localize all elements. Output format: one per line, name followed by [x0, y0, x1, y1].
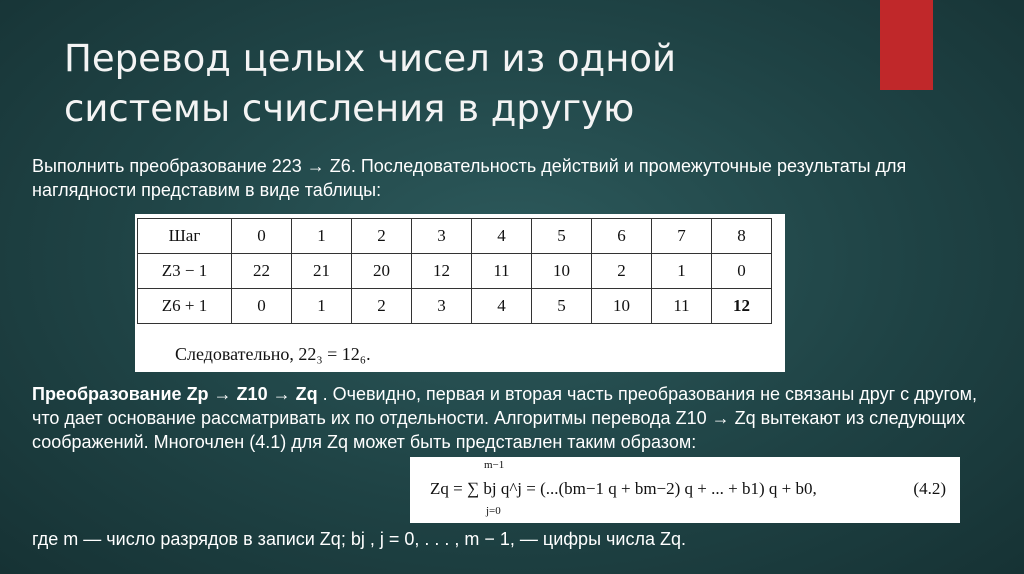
table-cell: 2	[592, 254, 652, 289]
paragraph-body: . Очевидно, первая и вторая часть преобразования не связаны друг с другом, что дает основание рассматривать их по отдельности. Алгоритмы перевода Z10 → Zq вытекают из следующих соображений. Многочлен (4.1) для Zq может быть представлен таким образом:	[32, 384, 978, 452]
conversion-table	[137, 218, 772, 324]
table-cell: 22	[232, 254, 292, 289]
conversion-table-image	[135, 214, 785, 372]
table-cell: 0	[232, 219, 292, 254]
table-cell: 10	[532, 254, 592, 289]
sum-lower-limit: j=0	[486, 505, 501, 517]
table-cell: 7	[652, 219, 712, 254]
sum-upper-limit: m−1	[484, 459, 505, 471]
intro-text: Выполнить преобразование 223 → Z6. Последовательность действий и промежуточные результаты для наглядности представим в виде таблицы:	[32, 156, 907, 200]
table-cell: 12	[712, 289, 772, 324]
table-row	[138, 219, 772, 254]
table-cell: 1	[292, 219, 352, 254]
table-cell: 10	[592, 289, 652, 324]
conclusion-text: Следовательно, 22₃ = 12₆.	[175, 344, 371, 364]
paragraph-bold-heading: Преобразование Zp → Z10 → Zq	[32, 384, 318, 404]
table-cell: 5	[532, 219, 592, 254]
accent-bar	[880, 0, 933, 90]
table-row	[138, 289, 772, 324]
table-cell: 12	[412, 254, 472, 289]
table-cell: 11	[472, 254, 532, 289]
table-cell: 11	[652, 289, 712, 324]
formula-text: Zq = ∑ bj q^j = (...(bm−1 q + bm−2) q + ... + b1) q + b0,	[430, 479, 817, 498]
table-cell: 3	[412, 289, 472, 324]
title-line-2: системы счисления в другую	[64, 87, 635, 130]
table-row	[138, 254, 772, 289]
table-cell: 2	[352, 289, 412, 324]
table-cell: 2	[352, 219, 412, 254]
slide-title	[64, 34, 864, 134]
title-line-1: Перевод целых чисел из одной	[64, 37, 677, 80]
table-cell: 6	[592, 219, 652, 254]
conversion-paragraph	[32, 382, 997, 454]
table-cell: 21	[292, 254, 352, 289]
table-cell: 4	[472, 219, 532, 254]
where-text: где m — число разрядов в записи Zq; bj , j = 0, . . . , m − 1, — цифры числа Zq.	[32, 529, 686, 549]
formula-image	[410, 457, 960, 523]
row-header: Z6 + 1	[138, 289, 232, 324]
table-cell: 1	[652, 254, 712, 289]
table-cell: 3	[412, 219, 472, 254]
table-cell: 8	[712, 219, 772, 254]
row-header: Z3 − 1	[138, 254, 232, 289]
table-cell: 0	[232, 289, 292, 324]
table-cell: 1	[292, 289, 352, 324]
table-cell: 5	[532, 289, 592, 324]
table-cell: 20	[352, 254, 412, 289]
table-cell: 0	[712, 254, 772, 289]
formula-number: (4.2)	[913, 479, 946, 498]
row-header: Шаг	[138, 219, 232, 254]
table-cell: 4	[472, 289, 532, 324]
